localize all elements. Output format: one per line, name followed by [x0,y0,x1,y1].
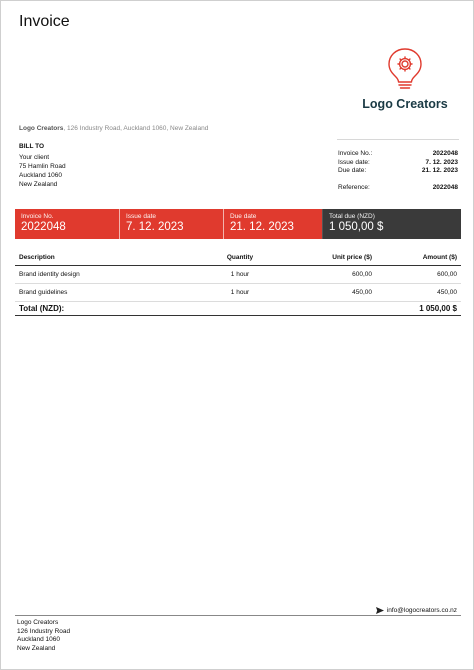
band-value: 1 050,00 $ [329,221,384,233]
row-amount: 600,00 [376,266,461,284]
row-quantity: 1 hour [190,284,290,302]
row-unit-price: 600,00 [290,266,376,284]
col-description: Description [15,251,190,266]
row-quantity: 1 hour [190,266,290,284]
bill-to-line: Your client [19,154,50,161]
meta-invoice-no [338,150,458,159]
col-unit-price: Unit price ($) [290,251,376,266]
band-value: 7. 12. 2023 [126,221,184,233]
sender-address-text: , 126 Industry Road, Auckland 1060, New Zealand [63,125,209,132]
meta-value: 21. 12. 2023 [421,167,458,174]
total-label: Total (NZD): [15,302,376,316]
footer-divider [15,615,461,616]
page-title: Invoice [19,13,70,30]
band-label: Issue date [126,213,156,220]
line-items-table [15,251,461,316]
footer-address-line: 126 Industry Road [17,627,71,635]
meta-due-date [338,167,458,176]
meta-reference [338,184,458,193]
table-row [15,284,461,302]
footer-email[interactable] [376,607,457,614]
band-issue-date [119,209,223,239]
band-due-date [223,209,322,239]
invoice-meta [338,150,458,192]
col-amount: Amount ($) [376,251,461,266]
table-row [15,266,461,284]
bill-to-block [19,142,66,189]
band-total-due [322,209,461,239]
footer-address-line: Auckland 1060 [17,636,61,643]
band-label: Due date [230,213,257,220]
band-invoice-no [15,209,119,239]
row-description: Brand guidelines [15,284,190,302]
footer-address-line: New Zealand [17,644,56,652]
logo-text: Logo Creators [362,97,448,111]
bill-to-label: BILL TO [19,143,45,150]
table-header-row [15,251,461,266]
row-description: Brand identity design [15,266,190,284]
bill-to-line: New Zealand [19,181,58,188]
meta-divider [337,139,459,140]
sender-address [19,125,208,132]
meta-label: Invoice No.: [338,150,373,157]
lightbulb-gear-icon [386,47,424,91]
band-value: 21. 12. 2023 [230,221,294,233]
send-icon [376,607,384,614]
footer-address [17,619,70,653]
meta-label: Issue date: [338,158,370,166]
meta-value: 2022048 [432,150,458,157]
row-amount: 450,00 [376,284,461,302]
bill-to-line: Auckland 1060 [19,172,63,179]
meta-value: 7. 12. 2023 [425,158,458,166]
band-value: 2022048 [21,221,66,233]
band-label: Invoice No. [21,213,54,220]
sender-company: Logo Creators [19,125,64,132]
meta-label: Reference: [338,183,370,191]
band-label: Total due (NZD) [329,213,375,220]
email-link[interactable]: info@logocreators.co.nz [386,607,457,614]
col-quantity: Quantity [190,251,290,266]
total-value: 1 050,00 $ [376,302,461,316]
total-row [15,302,461,316]
footer-address-line: Logo Creators [17,619,59,626]
meta-label: Due date: [338,167,367,174]
company-logo [357,47,453,111]
meta-value: 2022048 [432,183,458,191]
meta-issue-date [338,159,458,168]
summary-band [15,209,461,239]
bill-to-line: 75 Hamlin Road [19,163,66,170]
row-unit-price: 450,00 [290,284,376,302]
